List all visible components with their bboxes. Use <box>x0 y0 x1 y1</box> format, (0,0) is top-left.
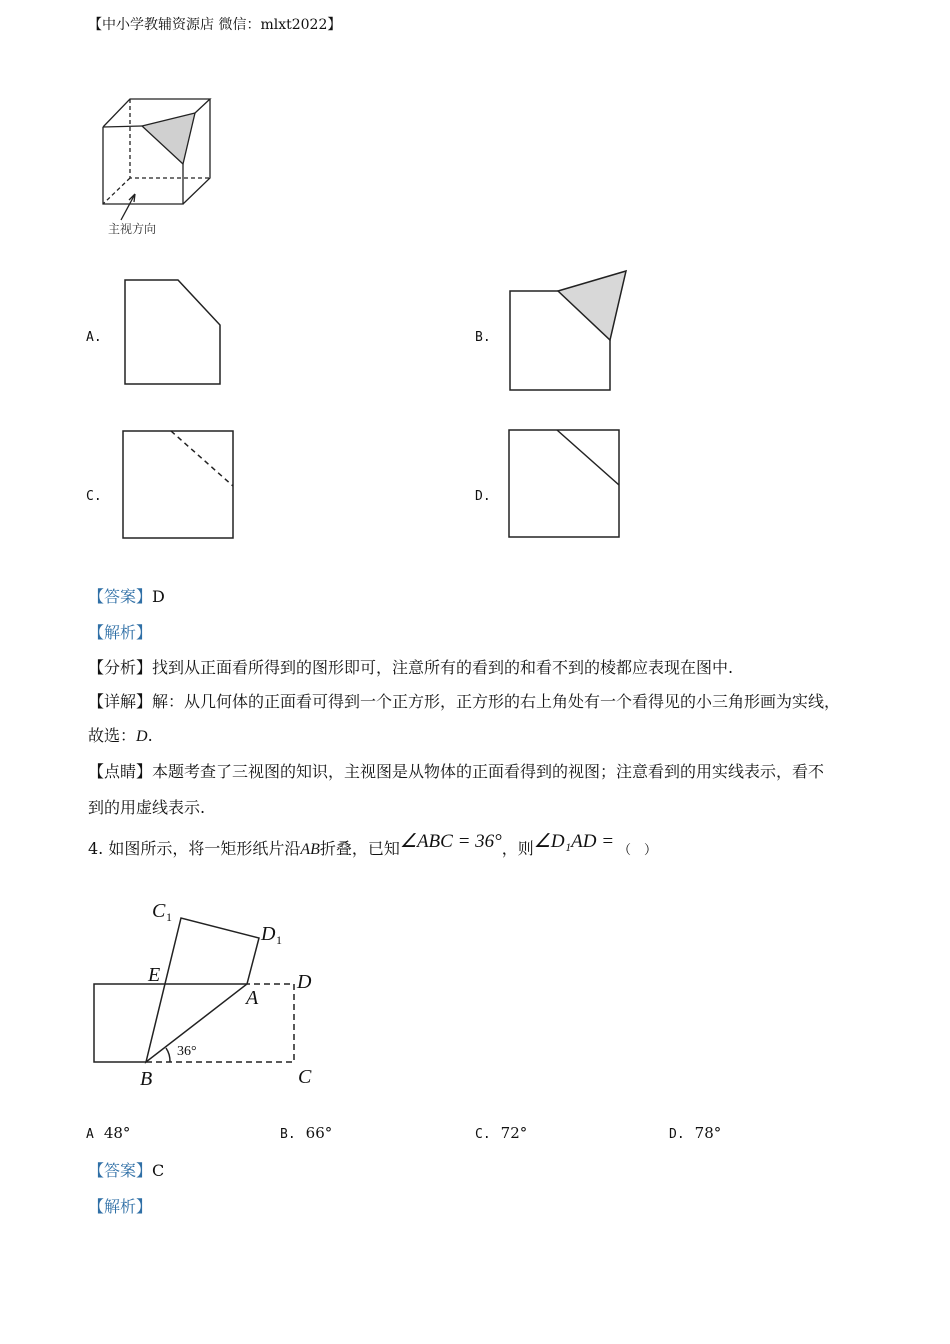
fold-figure <box>88 895 328 1095</box>
q3-detail-line2 <box>88 723 153 746</box>
q3-detail <box>88 689 840 712</box>
stem-paren: （ ） <box>618 843 658 858</box>
choice-d-label: D. <box>669 1127 685 1142</box>
option-a-figure <box>120 275 230 390</box>
choice-d-value: 78° <box>694 1124 722 1142</box>
option-c-figure <box>118 426 238 544</box>
figure-caption: 主视方向 <box>108 222 157 236</box>
choice-a <box>86 1124 130 1142</box>
label-e: E <box>148 964 161 986</box>
label-c1: C <box>152 900 166 922</box>
q4-answer-value: C <box>152 1161 165 1180</box>
choice-c-label: C. <box>475 1127 491 1142</box>
choice-b-label: B. <box>280 1127 296 1142</box>
answer-value: D <box>152 587 165 606</box>
option-b-figure <box>505 265 635 395</box>
label-b: B <box>140 1068 153 1090</box>
fenxi-text: 找到从正面看所得到的图形即可，注意所有的看到的和看不到的棱都应表现在图中. <box>152 658 734 677</box>
cube-figure <box>95 90 225 240</box>
q3-comment-line2 <box>88 795 205 818</box>
q3-answer <box>88 584 165 607</box>
choice-a-value: 48° <box>103 1124 131 1142</box>
analysis-tag: 【解析】 <box>88 623 153 642</box>
answer-tag: 【答案】 <box>88 587 153 606</box>
label-a: A <box>246 987 259 1009</box>
stem-mid: 折叠，已知 <box>319 839 400 858</box>
stem-angle2: ∠D₁AD = <box>533 831 615 852</box>
option-d-label: D. <box>475 489 491 504</box>
detail-text2-prefix: 故选： <box>88 726 137 745</box>
choice-c-value: 72° <box>500 1124 528 1142</box>
label-c: C <box>298 1066 312 1088</box>
q4-answer-tag: 【答案】 <box>88 1161 153 1180</box>
label-c1-sub: 1 <box>166 910 172 924</box>
q3-analysis-tag <box>88 620 152 643</box>
choice-a-label: A <box>86 1127 94 1142</box>
detail-tag: 【详解】 <box>88 692 153 711</box>
fenxi-tag: 【分析】 <box>88 658 153 677</box>
stem-mid2: ，则 <box>501 839 534 858</box>
option-a-label: A. <box>86 330 102 345</box>
choice-b <box>280 1124 332 1142</box>
label-d: D <box>297 971 312 993</box>
label-angle: 36° <box>177 1044 197 1059</box>
detail-text: 解：从几何体的正面看可得到一个正方形，正方形的右上角处有一个看得见的小三角形画为实线， <box>152 692 841 711</box>
q4-analysis-tag: 【解析】 <box>88 1197 153 1216</box>
q3-fenxi <box>88 655 733 678</box>
choice-b-value: 66° <box>305 1124 333 1142</box>
q4-answer <box>88 1158 164 1181</box>
choice-c <box>475 1124 527 1142</box>
detail-text2-suffix: . <box>147 726 153 745</box>
q4-stem <box>88 831 658 860</box>
cube-cut-triangle <box>142 113 195 164</box>
stem-ab: AB <box>300 841 320 858</box>
comment-tag: 【点睛】 <box>88 762 153 781</box>
stem-prefix: 4. 如图所示，将一矩形纸片沿 <box>88 839 301 858</box>
comment-text: 本题考查了三视图的知识，主视图是从物体的正面看得到的视图；注意看到的用实线表示，看不 <box>152 762 825 781</box>
option-b-label: B. <box>475 330 491 345</box>
option-c-label: C. <box>86 489 102 504</box>
q4-analysis <box>88 1194 152 1217</box>
label-d1: D <box>261 923 276 945</box>
option-d-figure <box>504 425 624 543</box>
comment-text2: 到的用虚线表示. <box>88 798 206 817</box>
stem-angle1: ∠ABC = 36° <box>399 831 502 852</box>
detail-text2-value: D <box>136 728 148 745</box>
label-d1-sub: 1 <box>276 933 282 947</box>
header-text: 【中小学教辅资源店 微信：mlxt2022】 <box>88 17 342 33</box>
q3-comment <box>88 759 824 782</box>
choice-d <box>669 1124 721 1142</box>
